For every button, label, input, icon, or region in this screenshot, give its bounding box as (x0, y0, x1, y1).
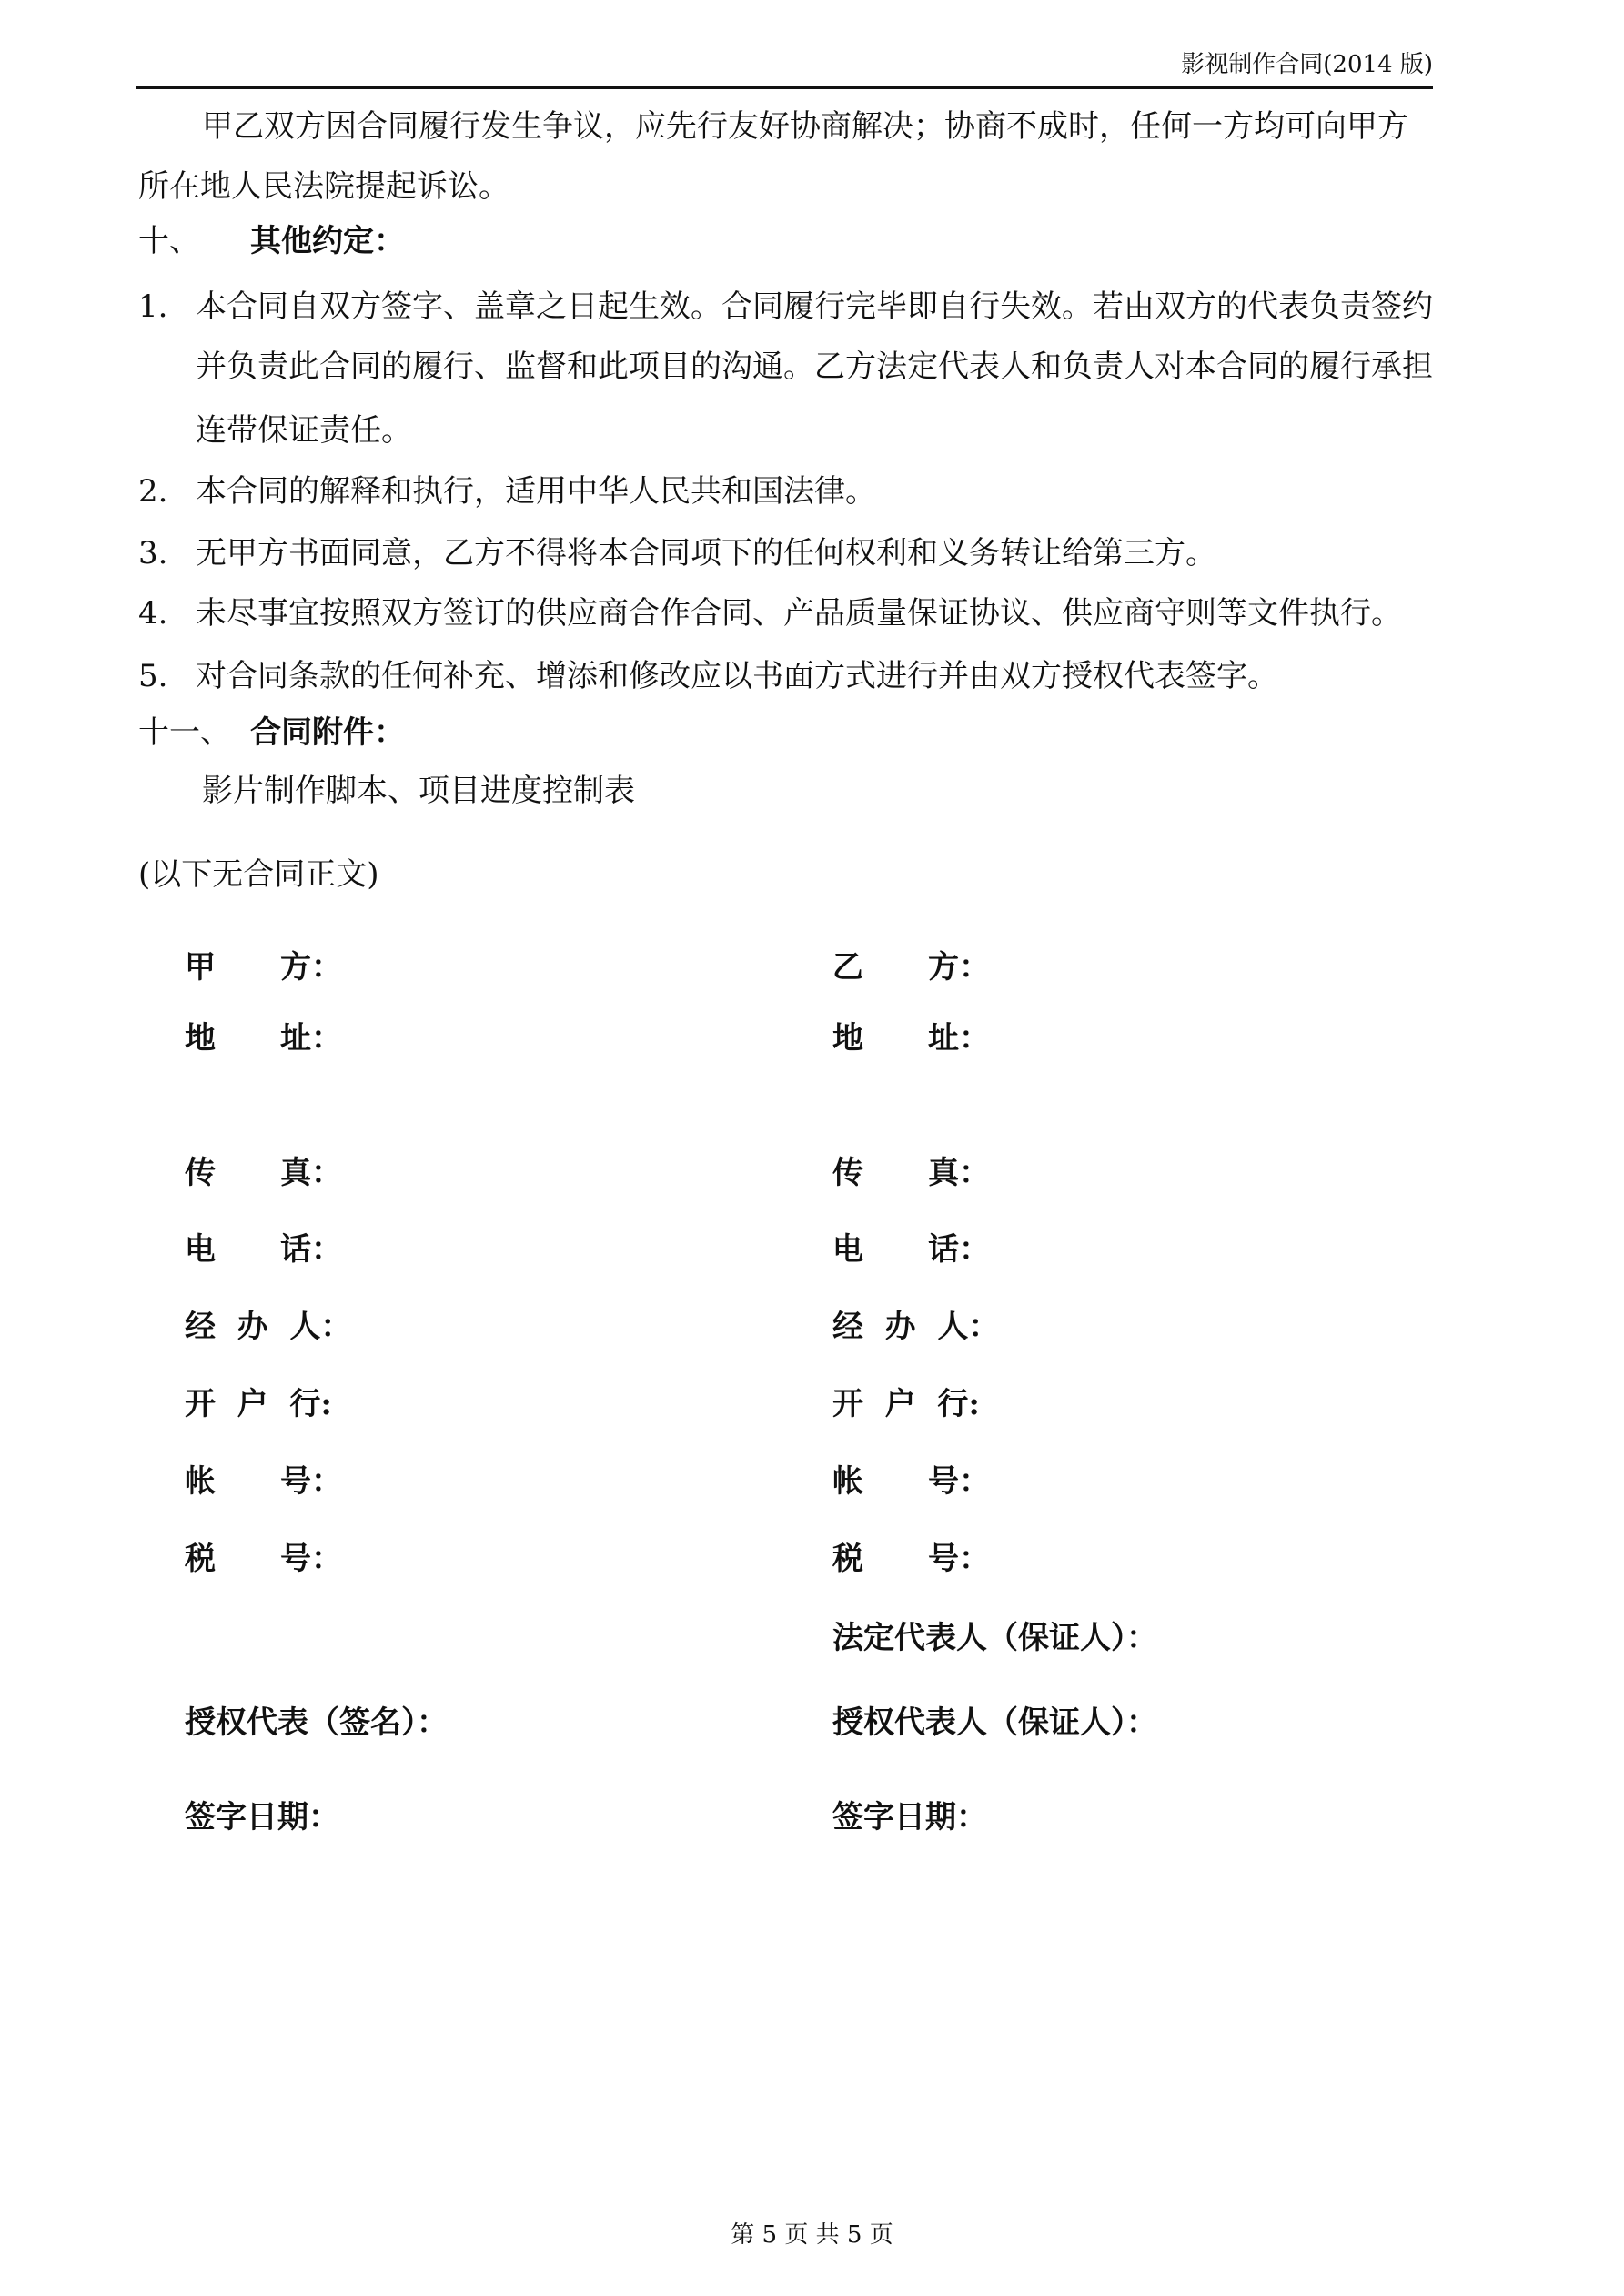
party-b-account-label: 帐 号： (832, 1463, 991, 1500)
party-b-legal-rep-label: 法定代表人（保证人）： (832, 1620, 1157, 1656)
item-5-number: 5. (138, 658, 168, 694)
party-a-authorized-label: 授权代表（签名）： (185, 1704, 448, 1741)
section-10-title: 其他约定： (250, 223, 405, 259)
end-of-contract-note: (以下无合同正文) (138, 856, 379, 893)
section-10-number: 十、 (138, 223, 200, 259)
party-b-tax-label: 税 号： (832, 1541, 991, 1577)
item-1-number: 1. (138, 288, 168, 325)
party-b-label: 乙 方： (832, 949, 991, 986)
party-b-sign-date-label: 签字日期： (832, 1799, 987, 1836)
party-b-bank-label: 开 户 行: (832, 1386, 980, 1422)
item-3-line-1: 无甲方书面同意，乙方不得将本合同项下的任何权利和义务转让给第三方。 (196, 535, 1216, 571)
header-title: 影视制作合同(2014 版) (1181, 51, 1433, 78)
party-a-phone-label: 电 话： (185, 1231, 343, 1268)
party-a-address-label: 地 址： (185, 1020, 343, 1057)
item-4-line-1: 未尽事宜按照双方签订的供应商合作合同、产品质量保证协议、供应商守则等文件执行。 (196, 595, 1402, 632)
party-b-phone-label: 电 话： (832, 1231, 991, 1268)
section-11-number: 十一、 (138, 714, 231, 751)
item-3-number: 3. (138, 535, 168, 571)
party-a-label: 甲 方： (185, 949, 343, 986)
item-1-line-1: 本合同自双方签字、盖章之日起生效。合同履行完毕即自行失效。若由双方的代表负责签约 (196, 288, 1433, 325)
party-b-handler-label: 经 办 人： (832, 1309, 1000, 1345)
party-a-bank-label: 开 户 行: (185, 1386, 332, 1422)
party-a-account-label: 帐 号： (185, 1463, 343, 1500)
party-b-authorized-label: 授权代表人（保证人）： (832, 1704, 1157, 1741)
party-b-fax-label: 传 真： (832, 1155, 991, 1191)
paragraph-dispute-line-2: 所在地人民法院提起诉讼。 (138, 168, 509, 205)
header-divider (136, 86, 1433, 89)
page-number: 第 5 页 共 5 页 (731, 2221, 893, 2249)
item-4-number: 4. (138, 595, 168, 632)
item-5-line-1: 对合同条款的任何补充、增添和修改应以书面方式进行并由双方授权代表签字。 (196, 658, 1278, 694)
party-a-tax-label: 税 号： (185, 1541, 343, 1577)
item-1-line-2: 并负责此合同的履行、监督和此项目的沟通。乙方法定代表人和负责人对本合同的履行承担 (196, 349, 1433, 385)
party-a-handler-label: 经 办 人： (185, 1309, 352, 1345)
section-11-content: 影片制作脚本、项目进度控制表 (202, 773, 635, 809)
party-b-address-label: 地 址： (832, 1020, 991, 1057)
party-a-sign-date-label: 签字日期： (185, 1799, 339, 1836)
section-11-title: 合同附件： (250, 714, 405, 751)
item-2-number: 2. (138, 473, 168, 510)
paragraph-dispute-line-1: 甲乙双方因合同履行发生争议，应先行友好协商解决；协商不成时，任何一方均可向甲方 (202, 108, 1408, 145)
item-1-line-3: 连带保证责任。 (196, 412, 412, 449)
item-2-line-1: 本合同的解释和执行，适用中华人民共和国法律。 (196, 473, 876, 510)
party-a-fax-label: 传 真： (185, 1155, 343, 1191)
